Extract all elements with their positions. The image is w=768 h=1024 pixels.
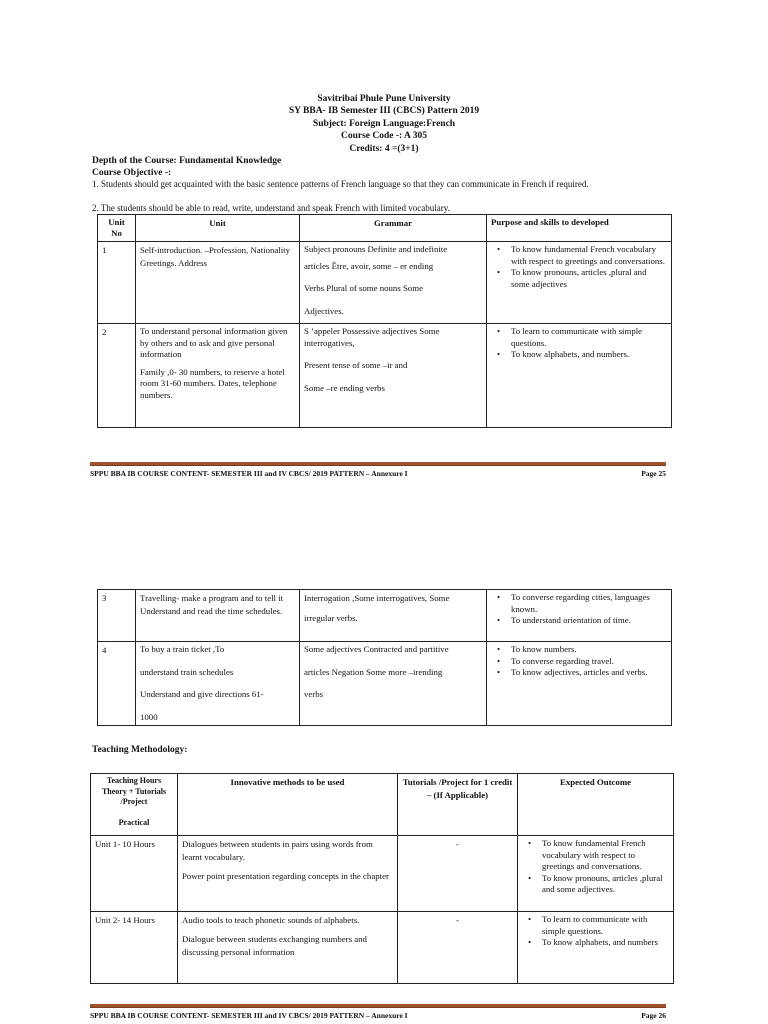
units-table-part1 — [97, 214, 672, 428]
list-item: • To learn to communicate with simple questions. — [522, 914, 669, 937]
credits: Credits: 4 =(3+1) — [349, 143, 419, 154]
list-item: • To know fundamental French vocabulary with respect to greetings and conversations. — [491, 244, 667, 267]
tutorials-cell: - — [398, 836, 518, 912]
unit-no: 3 — [98, 590, 136, 642]
unit-text: Family ,0- 30 numbers, to reserve a hotel room 31-60 numbers. Dates, telephone numbers. — [140, 366, 285, 400]
list-item: • To know adjectives, articles and verbs. — [491, 667, 667, 679]
unit-text: 1000 — [140, 711, 158, 722]
unit-description — [136, 590, 300, 642]
outcome-cell — [518, 912, 674, 984]
list-item: • To learn to communicate with simple questions. — [491, 326, 667, 349]
unit-description — [136, 642, 300, 726]
objective-heading: Course Objective -: — [92, 168, 172, 178]
list-item: • To know alphabets, and numbers. — [491, 349, 667, 361]
grammar-cell — [300, 590, 487, 642]
grammar-text: Present tense of some –ir and — [304, 360, 408, 370]
unit-description — [136, 324, 300, 428]
methods-cell — [178, 912, 398, 984]
footer-divider — [90, 462, 666, 466]
footer-text: SPPU BBA IB COURSE CONTENT- SEMESTER III and IV CBCS/ 2019 PATTERN – Annexure I — [90, 1011, 408, 1020]
footer — [90, 469, 666, 479]
col-unit: Unit — [136, 215, 300, 242]
grammar-cell — [300, 324, 487, 428]
objective-1: 1. Students should get acquainted with the basic sentence patterns of French language so that they can communicate in French if required. — [92, 179, 589, 189]
unit-no: 2 — [98, 324, 136, 428]
teaching-table — [90, 773, 674, 984]
col-hours — [91, 774, 178, 836]
footer-text: SPPU BBA IB COURSE CONTENT- SEMESTER III and IV CBCS/ 2019 PATTERN – Annexure I — [90, 469, 408, 478]
tutorials-cell: - — [398, 912, 518, 984]
list-item: • To know numbers. — [491, 644, 667, 656]
grammar-text: Interrogation ,Some interrogatives, Some — [304, 593, 450, 603]
table-row — [91, 836, 674, 912]
unit-description — [136, 242, 300, 324]
unit-no: 1 — [98, 242, 136, 324]
grammar-text: articles Negation Some more –irending — [304, 666, 443, 677]
table-row — [98, 324, 672, 428]
unit-no: 4 — [98, 642, 136, 726]
grammar-text: irregular verbs. — [304, 613, 358, 623]
units-table-header — [98, 215, 672, 242]
col-methods: Innovative methods to be used — [178, 774, 398, 836]
grammar-cell — [300, 642, 487, 726]
unit-text: Self-introduction. –Profession, Nationality Greetings. Address — [140, 245, 291, 268]
grammar-text: Some adjectives Contracted and partitive — [304, 644, 449, 654]
grammar-text: Adjectives. — [304, 305, 344, 316]
units-table-part2 — [97, 589, 672, 726]
unit-text: To buy a train ticket ,To — [140, 644, 225, 654]
hours-cell: Unit 2- 14 Hours — [91, 912, 178, 984]
purpose-cell — [487, 242, 672, 324]
grammar-text: articles Être, avoir, some – er ending — [304, 260, 434, 271]
list-item: • To know alphabets, and numbers — [522, 937, 669, 949]
page-number: Page 26 — [641, 1011, 666, 1020]
col-grammar: Grammar — [300, 215, 487, 242]
col-outcome: Expected Outcome — [518, 774, 674, 836]
methods-cell — [178, 836, 398, 912]
grammar-text: Some –re ending verbs — [304, 382, 385, 393]
grammar-cell — [300, 242, 487, 324]
hours-cell: Unit 1- 10 Hours — [91, 836, 178, 912]
footer-divider — [90, 1004, 666, 1008]
unit-text: understand train schedules — [140, 666, 234, 677]
grammar-text: Subject pronouns Definite and indefinite — [304, 244, 448, 254]
col-unit-no: Unit No — [98, 215, 136, 242]
teaching-table-header — [91, 774, 674, 836]
purpose-cell — [487, 324, 672, 428]
hours-header: Teaching Hours Theory + Tutorials /Project — [101, 776, 167, 806]
list-item: • To know pronouns, articles ,plural and some adjectives. — [522, 873, 669, 896]
depth-heading: Depth of the Course: Fundamental Knowledge — [92, 156, 282, 166]
grammar-text: verbs — [304, 689, 324, 699]
outcome-cell — [518, 836, 674, 912]
unit-text: To understand personal information given by others and to ask and give personal information — [140, 326, 288, 359]
method-text: Audio tools to teach phonetic sounds of alphabets. — [182, 915, 360, 925]
objective-2: 2. The students should be able to read, write, understand and speak French with limited vocabulary. — [92, 203, 450, 213]
teaching-heading: Teaching Methodology: — [92, 745, 188, 755]
list-item: • To know fundamental French vocabulary with respect to greetings and conversations. — [522, 838, 669, 873]
table-row — [98, 590, 672, 642]
list-item: • To converse regarding cities, languages known. — [491, 592, 667, 615]
grammar-text: Verbs Plural of some nouns Some — [304, 283, 423, 293]
table-row — [91, 912, 674, 984]
unit-text: Understand and give directions 61- — [140, 689, 264, 699]
purpose-cell — [487, 642, 672, 726]
grammar-text: S ’appeler Possessive adjectives Some interrogatives, — [304, 326, 440, 348]
method-text: Power point presentation regarding concepts in the chapter — [182, 871, 389, 881]
footer — [90, 1011, 666, 1021]
university-name: Savitribai Phule Pune University — [317, 94, 451, 104]
list-item: • To converse regarding travel. — [491, 656, 667, 668]
col-tutorials: Tutorials /Project for 1 credit – (If Applicable) — [398, 774, 518, 836]
title-block — [0, 93, 768, 155]
purpose-cell — [487, 590, 672, 642]
list-item: • To understand orientation of time. — [491, 615, 667, 627]
unit-text: Travelling- make a program and to tell it Understand and read the time schedules. — [140, 593, 284, 616]
col-purpose: Purpose and skills to developed — [487, 215, 672, 242]
hours-subheader: Practical — [118, 817, 150, 827]
list-item: • To know pronouns, articles ,plural and some adjectives — [491, 267, 667, 290]
course-code: Course Code -: A 305 — [340, 131, 428, 142]
table-row — [98, 642, 672, 726]
method-text: Dialogue between students exchanging numbers and discussing personal information — [182, 934, 367, 957]
method-text: Dialogues between students in pairs using words from learnt vocabulary. — [182, 839, 373, 862]
page-number: Page 25 — [641, 469, 666, 478]
program-name: SY BBA- IB Semester III (CBCS) Pattern 2019 — [288, 106, 480, 117]
subject-name: Subject: Foreign Language:French — [312, 118, 456, 129]
table-row — [98, 242, 672, 324]
